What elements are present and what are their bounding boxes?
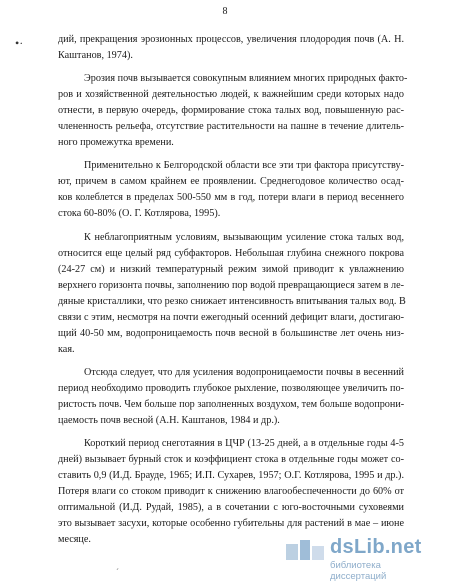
text-line-content: щий 40-50 мм, водопроницаемость почв весной в большинстве лет очень низ- bbox=[58, 327, 404, 339]
text-line-content: ного промежутка времени. bbox=[58, 137, 174, 149]
text-line-content: связи с этим, несмотря на почти ежегодный осенний дефицит влаги, достигаю- bbox=[58, 311, 404, 323]
text-line-content: Потеря влаги со стоком приводит к снижению влагообеспеченности до 60% от bbox=[58, 486, 404, 498]
text-line-content: Эрозия почв вызывается совокупным влиянием многих природных факто- bbox=[84, 73, 408, 85]
text-line-content: период необходимо проводить глубокое рыхление, позволяющее увеличить по- bbox=[58, 382, 404, 394]
text-line bbox=[58, 48, 404, 64]
text-line bbox=[58, 310, 404, 326]
text-line bbox=[58, 158, 404, 174]
text-line bbox=[58, 397, 404, 413]
text-line-content: дий, прекращения эрозионных процессов, увеличения плодородия почв (А. Н. bbox=[58, 34, 404, 45]
paragraph-gap bbox=[58, 223, 404, 230]
text-line-content: ристость почв. Чем больше пор заполненных воздухом, тем больше водопрони- bbox=[58, 398, 405, 410]
text-line bbox=[58, 190, 404, 206]
text-line bbox=[58, 135, 404, 151]
text-line-content: ют, причем в самом крайнем ее проявлении. Среднегодовое количество осад- bbox=[58, 176, 404, 188]
text-line bbox=[58, 87, 404, 103]
text-line-content: дней) вызывает бурный сток и коэффициент стока в отдельные годы может со- bbox=[58, 454, 404, 466]
text-line-content: верхнего горизонта почвы, заполнению пор водой превращающиеся затем в ле- bbox=[58, 279, 404, 291]
dslib-logo-icon bbox=[286, 540, 326, 562]
text-line bbox=[58, 294, 404, 310]
text-line bbox=[58, 230, 404, 246]
text-line bbox=[58, 500, 404, 516]
text-line-content: Каштанов, 1974). bbox=[58, 50, 133, 62]
text-line bbox=[58, 246, 404, 262]
text-line bbox=[58, 119, 404, 135]
bottom-tick-mark: ´ bbox=[116, 567, 119, 577]
text-line-content: Применительно к Белгородской области все эти три фактора присутству- bbox=[84, 160, 404, 172]
text-line bbox=[58, 206, 404, 222]
text-line bbox=[58, 174, 404, 190]
dslib-watermark bbox=[286, 536, 436, 582]
text-line bbox=[58, 365, 404, 381]
text-line bbox=[58, 436, 404, 452]
text-line-content: цаемость почв весной (А.Н. Каштанов, 1984 и др.). bbox=[58, 415, 280, 427]
text-line-content: Отсюда следует, что для усиления водопроницаемости почвы в весенний bbox=[84, 366, 404, 378]
text-line bbox=[58, 278, 404, 294]
text-line bbox=[58, 32, 404, 48]
text-line-content: ставить 0,9 (И.Д. Брауде, 1965; И.П. Сухарев, 1957; О.Г. Котлярова, 1995 и др.). bbox=[58, 470, 404, 482]
text-line-content: это вызывает засухи, которые особенно губительны для растений в мае – июне bbox=[58, 518, 404, 530]
text-line bbox=[58, 468, 404, 484]
watermark-subtitle: библиотека диссертаций bbox=[330, 560, 387, 582]
text-line bbox=[58, 516, 404, 532]
text-line bbox=[58, 103, 404, 119]
text-line bbox=[58, 452, 404, 468]
text-line-content: (24-27 см) и низкий температурный режим зимой приводит к увлажнению bbox=[58, 263, 404, 275]
text-line-content: стока 60-80% (О. Г. Котлярова, 1995). bbox=[58, 208, 221, 220]
text-line-content: Короткий период снеготаяния в ЦЧР (13-25 дней, а в отдельные годы 4-5 bbox=[84, 438, 404, 450]
text-line-content: дяные кристаллики, что резко снижает интенсивность впитывания талых вод. В bbox=[58, 295, 406, 307]
text-line-content: члененность рельефа, отсутствие растительности на пашне в течение длитель- bbox=[58, 121, 404, 133]
page-number: 8 bbox=[222, 6, 228, 17]
text-line-content: ров и хозяйственной деятельностью людей, к важнейшим среди которых надо bbox=[58, 89, 404, 101]
paragraph-gap bbox=[58, 64, 404, 71]
text-line-content: месяце. bbox=[58, 534, 91, 546]
paragraph-gap bbox=[58, 429, 404, 436]
text-line-content: относится еще целый ряд субфакторов. Небольшая глубина снежного покрова bbox=[58, 247, 404, 259]
text-line bbox=[58, 71, 408, 87]
document-body bbox=[58, 32, 408, 548]
text-line-content: кая. bbox=[58, 343, 75, 355]
text-line bbox=[58, 326, 404, 342]
text-line bbox=[58, 381, 404, 397]
text-line bbox=[58, 413, 404, 429]
text-line-content: отнести, в первую очередь, формирование стока талых вод, повышенную рас- bbox=[58, 105, 404, 117]
watermark-name: dsLib.net bbox=[330, 536, 422, 558]
text-line bbox=[58, 484, 404, 500]
text-line bbox=[58, 262, 404, 278]
margin-mark: •· bbox=[15, 36, 24, 50]
text-line-content: ков колеблется в пределах 500-550 мм в год, потери влаги в период весеннего bbox=[58, 192, 404, 204]
paragraph-gap bbox=[58, 358, 404, 365]
text-line bbox=[58, 342, 404, 358]
text-line-content: К неблагоприятным условиям, вызывающим усиление стока талых вод, bbox=[84, 231, 404, 243]
paragraph-gap bbox=[58, 151, 404, 158]
text-line-content: оптимальной (И.Д. Рудай, 1985), а в сочетании с юго-восточными суховеями bbox=[58, 502, 404, 514]
